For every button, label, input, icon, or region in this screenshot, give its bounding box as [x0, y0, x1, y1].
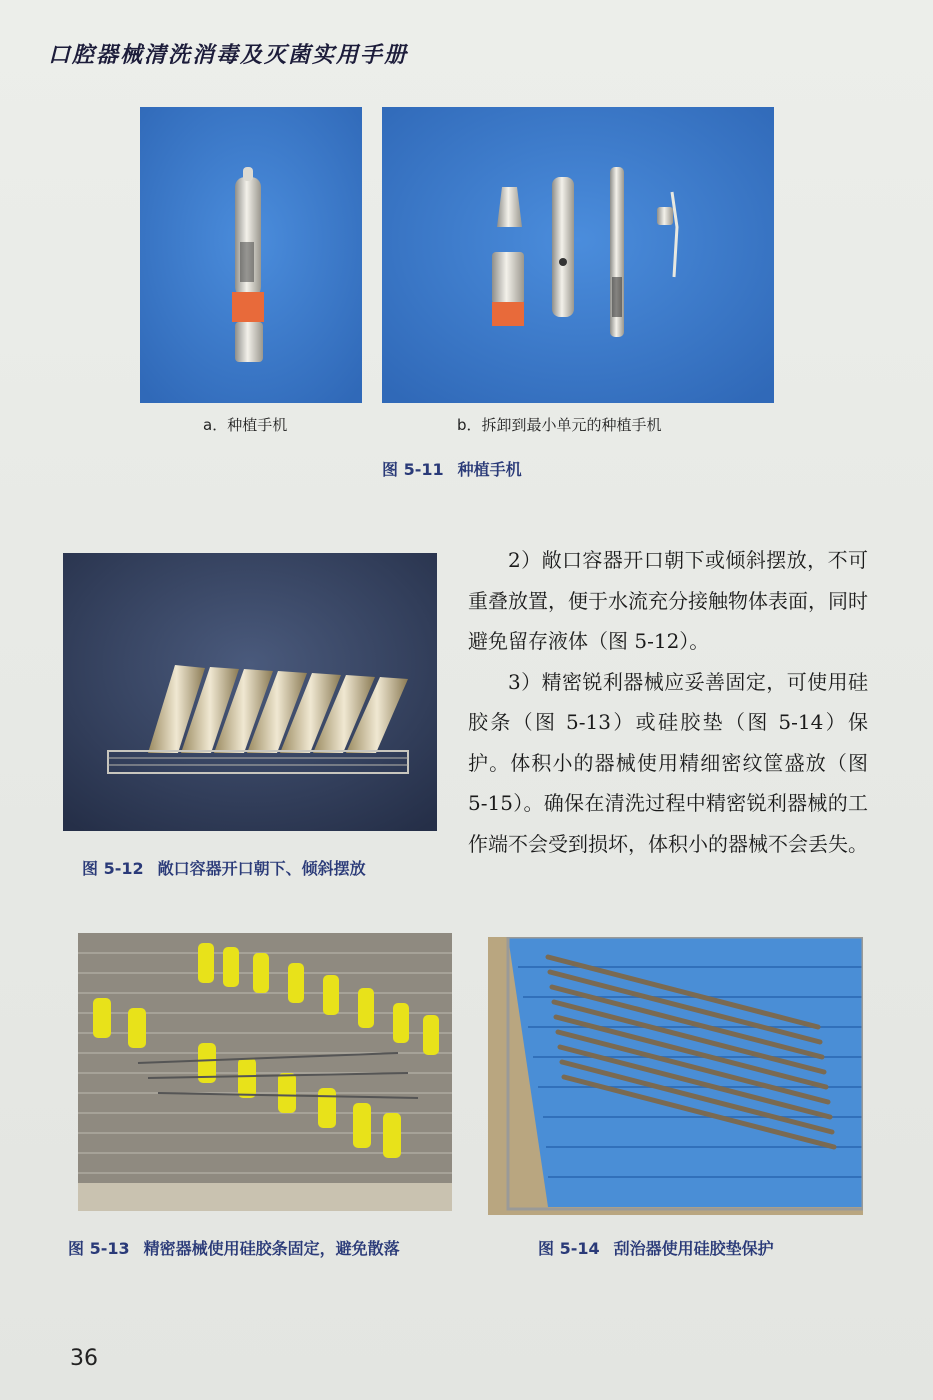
figure-5-12-caption — [82, 856, 366, 879]
photo-handpiece-assembled — [140, 107, 362, 403]
figure-5-14-caption — [538, 1236, 774, 1259]
figure-5-11b-caption: b．拆卸到最小单元的种植手机 — [457, 416, 662, 434]
figure-title: 刮治器使用硅胶垫保护 — [613, 1239, 774, 1258]
figure-number: 图 5-13 — [68, 1239, 130, 1258]
paragraph-2: 2）敞口容器开口朝下或倾斜摆放，不可重叠放置，便于水流充分接触物体表面，同时避免留存液体（图 5-12）。 — [468, 548, 868, 653]
photo-silicone-strips — [78, 933, 452, 1211]
figure-title: 敞口容器开口朝下、倾斜摆放 — [157, 859, 366, 878]
figure-5-11-caption — [382, 457, 522, 480]
figure-5-13-caption — [68, 1236, 400, 1259]
figure-number: 图 5-12 — [82, 859, 144, 878]
photo-containers-tilted — [63, 553, 437, 831]
photo-handpiece-disassembled — [382, 107, 774, 403]
figure-5-11a-caption: a．种植手机 — [203, 416, 288, 434]
figure-number: 图 5-14 — [538, 1239, 600, 1258]
running-title: 口腔器械清洗消毒及灭菌实用手册 — [48, 43, 409, 68]
figure-title: 精密器械使用硅胶条固定，避免散落 — [143, 1239, 400, 1258]
photo-silicone-mat — [488, 937, 863, 1215]
body-text — [468, 540, 868, 864]
figure-number: 图 5-11 — [382, 460, 444, 479]
paragraph-3: 3）精密锐利器械应妥善固定，可使用硅胶条（图 5-13）或硅胶垫（图 5-14）保护。体积小的器械使用精细密纹筐盛放（图 5-15）。确保在清洗过程中精密锐利器械的工作端不会受到损坏，体积小的器械不会丢失。 — [468, 669, 868, 856]
page-number: 36 — [70, 1346, 98, 1371]
figure-title: 种植手机 — [457, 460, 522, 479]
